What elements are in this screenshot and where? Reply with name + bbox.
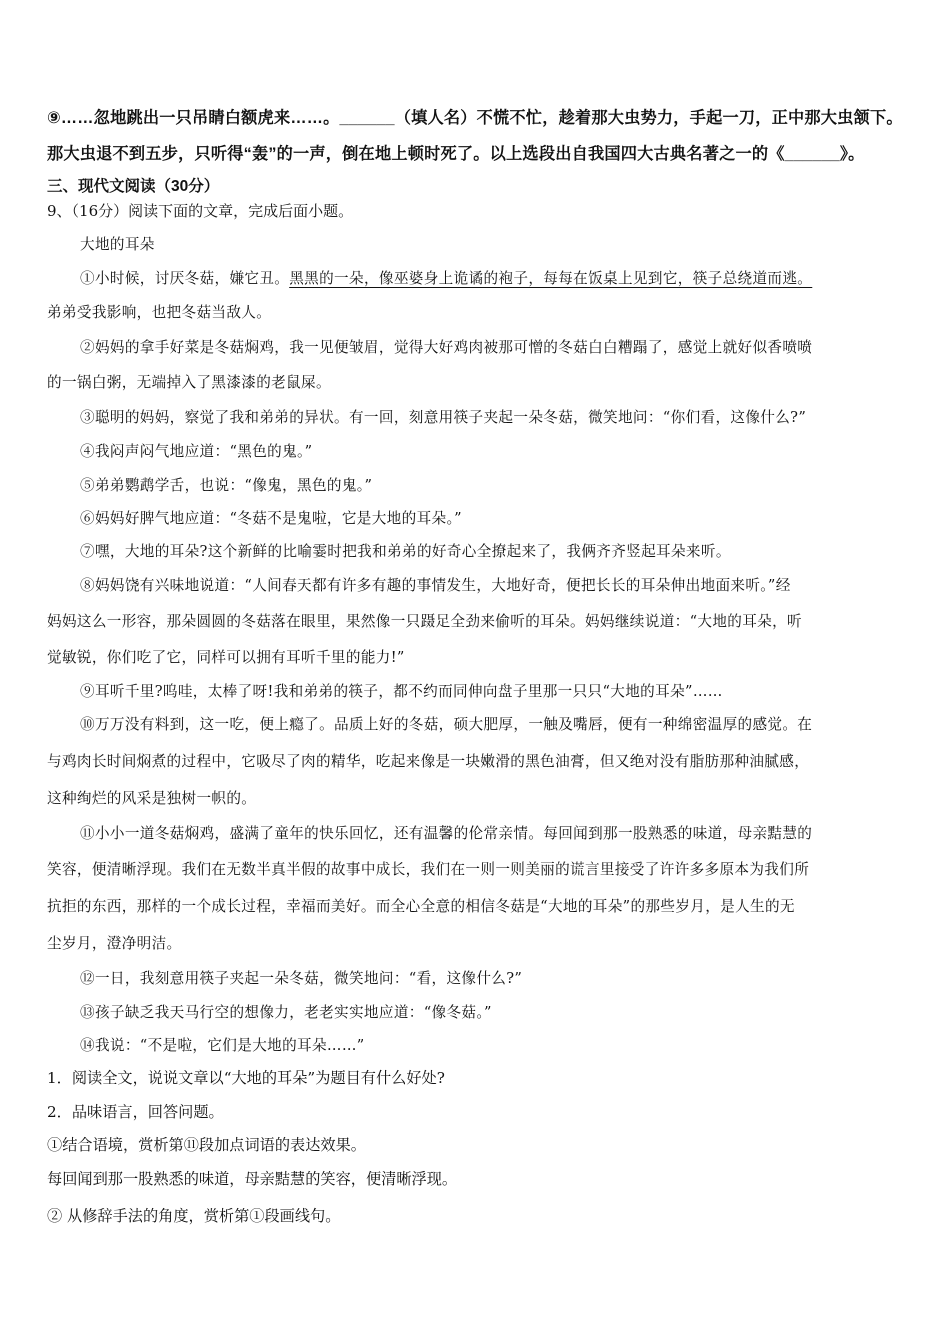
paragraph-6: ⑥妈妈好脾气地应道：“冬菇不是鬼啦，它是大地的耳朵。” xyxy=(80,510,462,527)
underlined-sentence: 黑黑的一朵，像巫婆身上诡谲的袍子，每每在饭桌上见到它，筷子总绕道而逃。 xyxy=(289,270,813,287)
paragraph-14: ⑭我说：“不是啦，它们是大地的耳朵……” xyxy=(80,1037,365,1054)
paragraph-1-text: ①小时候，讨厌冬菇，嫌它丑。 xyxy=(80,270,290,287)
question-8-line-1: ⑨……忽地跳出一只吊睛白额虎来……。______（填人名）不慌不忙，趁着那大虫势力，手起一刀，正中那大虫颔下。 xyxy=(47,109,903,127)
paragraph-9: ⑨耳听千里?呜哇，太棒了呀!我和弟弟的筷子，都不约而同伸向盘子里那一只只“大地的耳朵”…… xyxy=(80,683,723,700)
paragraph-1-line-1 xyxy=(80,267,812,288)
paragraph-8-line-3: 觉敏锐，你们吃了它，同样可以拥有耳听千里的能力!” xyxy=(47,649,405,666)
paragraph-5: ⑤弟弟鹦鹉学舌，也说：“像鬼，黑色的鬼。” xyxy=(80,477,373,494)
paragraph-8-line-1: ⑧妈妈饶有兴味地说道：“人间春天都有许多有趣的事情发生，大地好奇，便把长长的耳朵伸出地面来听。”经 xyxy=(80,577,791,594)
sub-question-1: 1．阅读全文，说说文章以“大地的耳朵”为题目有什么好处? xyxy=(47,1069,445,1087)
paragraph-11-line-1: ⑪小小一道冬菇焖鸡，盛满了童年的快乐回忆，还有温馨的伦常亲情。每回闻到那一股熟悉的味道，母亲黠慧的 xyxy=(80,825,813,842)
sub-question-2-part-2: ② 从修辞手法的角度，赏析第①段画线句。 xyxy=(47,1207,341,1225)
paragraph-10-line-2: 与鸡肉长时间焖煮的过程中，它吸尽了肉的精华，吃起来像是一块嫩滑的黑色油膏，但又绝对没有脂肪那种油腻感， xyxy=(47,753,810,770)
paragraph-2-line-2: 的一锅白粥，无端掉入了黑漆漆的老鼠屎。 xyxy=(47,374,331,391)
sub-question-2-part-1: ①结合语境，赏析第⑪段加点词语的表达效果。 xyxy=(47,1136,366,1154)
article-title: 大地的耳朵 xyxy=(80,236,155,253)
question-8-line-2: 那大虫退不到五步，只听得“轰”的一声，倒在地上顿时死了。以上选段出自我国四大古典名著之一的《______》。 xyxy=(47,145,865,163)
paragraph-11-line-2: 笑容，便清晰浮现。我们在无数半真半假的故事中成长，我们在一则一则美丽的谎言里接受了许许多多原本为我们所 xyxy=(47,861,810,878)
paragraph-8-line-2: 妈妈这么一形容，那朵圆圆的冬菇落在眼里，果然像一只蹑足全劲来偷听的耳朵。妈妈继续说道：“大地的耳朵，听 xyxy=(47,613,803,630)
question-9-instruction: 9、（16分）阅读下面的文章，完成后面小题。 xyxy=(47,202,354,220)
paragraph-4: ④我闷声闷气地应道：“黑色的鬼。” xyxy=(80,443,313,460)
section-heading: 三、现代文阅读（30分） xyxy=(47,178,220,195)
paragraph-7: ⑦嘿，大地的耳朵?这个新鲜的比喻霎时把我和弟弟的好奇心全撩起来了，我俩齐齐竖起耳朵来听。 xyxy=(80,543,731,560)
paragraph-10-line-1: ⑩万万没有料到，这一吃，便上瘾了。品质上好的冬菇，硕大肥厚，一触及嘴唇，便有一种绵密温厚的感觉。在 xyxy=(80,716,813,733)
paragraph-13: ⑬孩子缺乏我天马行空的想像力，老老实实地应道：“像冬菇。” xyxy=(80,1004,492,1021)
sub-question-2: 2．品味语言，回答问题。 xyxy=(47,1103,224,1121)
paragraph-3: ③聪明的妈妈，察觉了我和弟弟的异状。有一回，刻意用筷子夹起一朵冬菇，微笑地问：“你们看，这像什么?” xyxy=(80,409,807,426)
paragraph-10-line-3: 这种绚烂的风采是独树一帜的。 xyxy=(47,790,257,807)
paragraph-2-line-1: ②妈妈的拿手好菜是冬菇焖鸡，我一见便皱眉，觉得大好鸡肉被那可憎的冬菇白白糟蹋了，感觉上就好似香喷喷 xyxy=(80,339,813,356)
quoted-sentence: 每回闻到那一股熟悉的味道，母亲黠慧的笑容，便清晰浮现。 xyxy=(47,1170,458,1188)
paragraph-11-line-4: 尘岁月，澄净明洁。 xyxy=(47,935,182,952)
paragraph-12: ⑫一日，我刻意用筷子夹起一朵冬菇，微笑地问：“看，这像什么?” xyxy=(80,970,523,987)
paragraph-11-line-3: 抗拒的东西，那样的一个成长过程，幸福而美好。而全心全意的相信冬菇是“大地的耳朵”的那些岁月，是人生的无 xyxy=(47,898,795,915)
paragraph-1-line-2: 弟弟受我影响，也把冬菇当敌人。 xyxy=(47,304,272,321)
